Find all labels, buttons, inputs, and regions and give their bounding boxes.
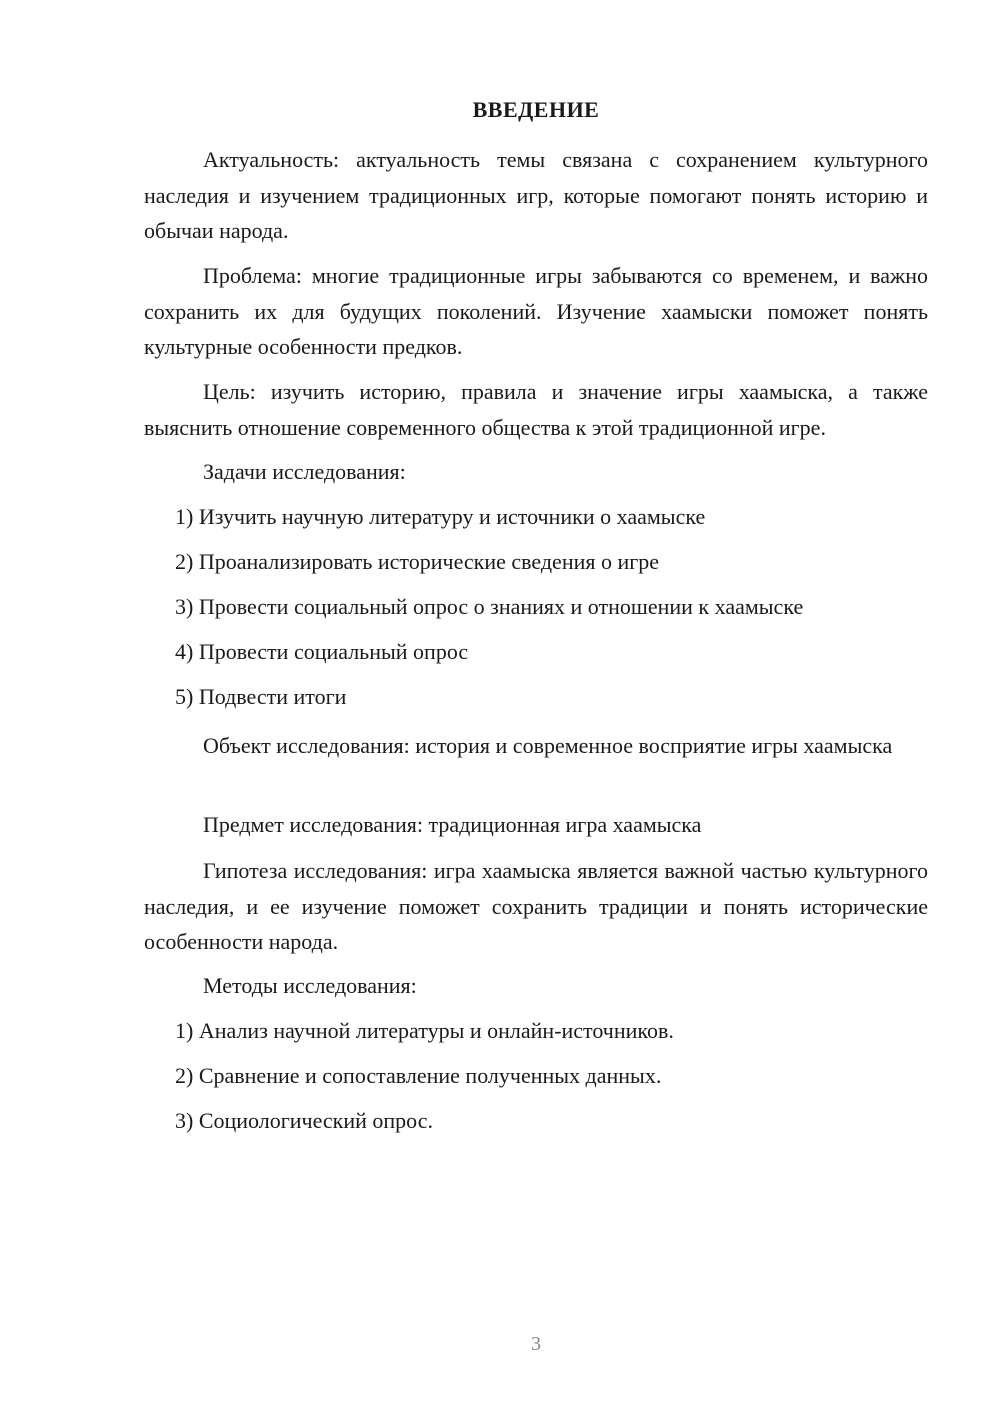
document-page (144, 0, 928, 1414)
goal-paragraph: Цель: изучить историю, правила и значение игры хаамыска, а также выяснить отношение современного общества к этой традиционной игре. (144, 379, 928, 440)
task-item: 1) Изучить научную литературу и источники о хаамыске (175, 504, 706, 529)
task-item: 3) Провести социальный опрос о знаниях и отношении к хаамыске (175, 594, 804, 619)
task-item: 4) Провести социальный опрос (175, 639, 469, 664)
method-item: 2) Сравнение и сопоставление полученных данных. (175, 1063, 662, 1088)
relevance-paragraph: Актуальность: актуальность темы связана с сохранением культурного наследия и изучением традиционных игр, которые помогают понять историю и обычаи народа. (144, 147, 928, 243)
methods-heading: Методы исследования: (203, 973, 417, 998)
page-title: ВВЕДЕНИЕ (472, 97, 600, 122)
tasks-heading: Задачи исследования: (203, 459, 406, 484)
task-item: 5) Подвести итоги (175, 684, 347, 709)
problem-paragraph: Проблема: многие традиционные игры забываются со временем, и важно сохранить их для будущих поколений. Изучение хаамыски поможет понять культурные особенности предков. (144, 263, 928, 359)
subject-paragraph: Предмет исследования: традиционная игра хаамыска (203, 812, 702, 837)
object-paragraph: Объект исследования: история и современное восприятие игры хаамыска (203, 733, 893, 758)
method-item: 1) Анализ научной литературы и онлайн-источников. (175, 1018, 674, 1043)
hypothesis-paragraph: Гипотеза исследования: игра хаамыска является важной частью культурного наследия, и ее изучение поможет сохранить традиции и понять исторические особенности народа. (144, 858, 928, 954)
task-item: 2) Проанализировать исторические сведения о игре (175, 549, 660, 574)
page-number: 3 (531, 1333, 541, 1355)
method-item: 3) Социологический опрос. (175, 1108, 433, 1133)
